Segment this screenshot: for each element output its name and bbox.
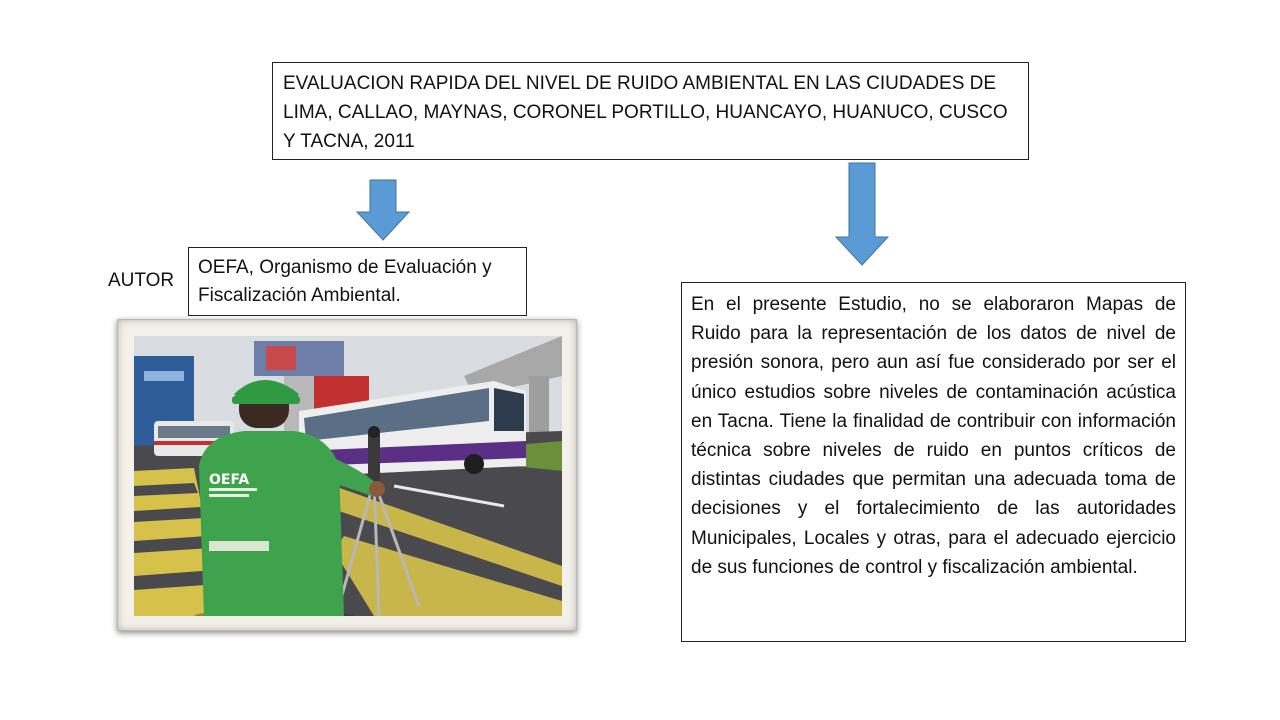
- author-box: [188, 247, 527, 316]
- down-arrow-left: [356, 179, 410, 241]
- description-text: En el presente Estudio, no se elaboraron Mapas de Ruido para la representación de los datos de nivel de presión sonora, pero aun así fue considerado por ser el único estudios sobre niveles de contaminación acústica en Tacna. Tiene la finalidad de contribuir con información técnica sobre niveles de ruido en puntos críticos de distintas ciudades que permitan una adecuada toma de decisiones y el fortalecimiento de las autoridades Municipales, Locales y otras, para el adecuado ejercicio de sus funciones de control y fiscalización ambiental.: [691, 294, 1176, 578]
- down-arrow-right: [835, 162, 889, 266]
- title-box: [272, 62, 1029, 160]
- title-text: EVALUACION RAPIDA DEL NIVEL DE RUIDO AMBIENTAL EN LAS CIUDADES DE LIMA, CALLAO, MAYNAS, CORONEL PORTILLO, HUANCAYO, HUANUCO, CUSCO Y TACNA, 2011: [283, 73, 1008, 152]
- vest-logo: OEFA: [209, 472, 250, 488]
- author-label: AUTOR: [108, 270, 175, 291]
- author-name: OEFA, Organismo de Evaluación y Fiscalización Ambiental.: [198, 257, 492, 306]
- description-box: [681, 282, 1186, 642]
- noise-measurement-photo: [134, 336, 562, 616]
- photo-frame: [117, 319, 577, 631]
